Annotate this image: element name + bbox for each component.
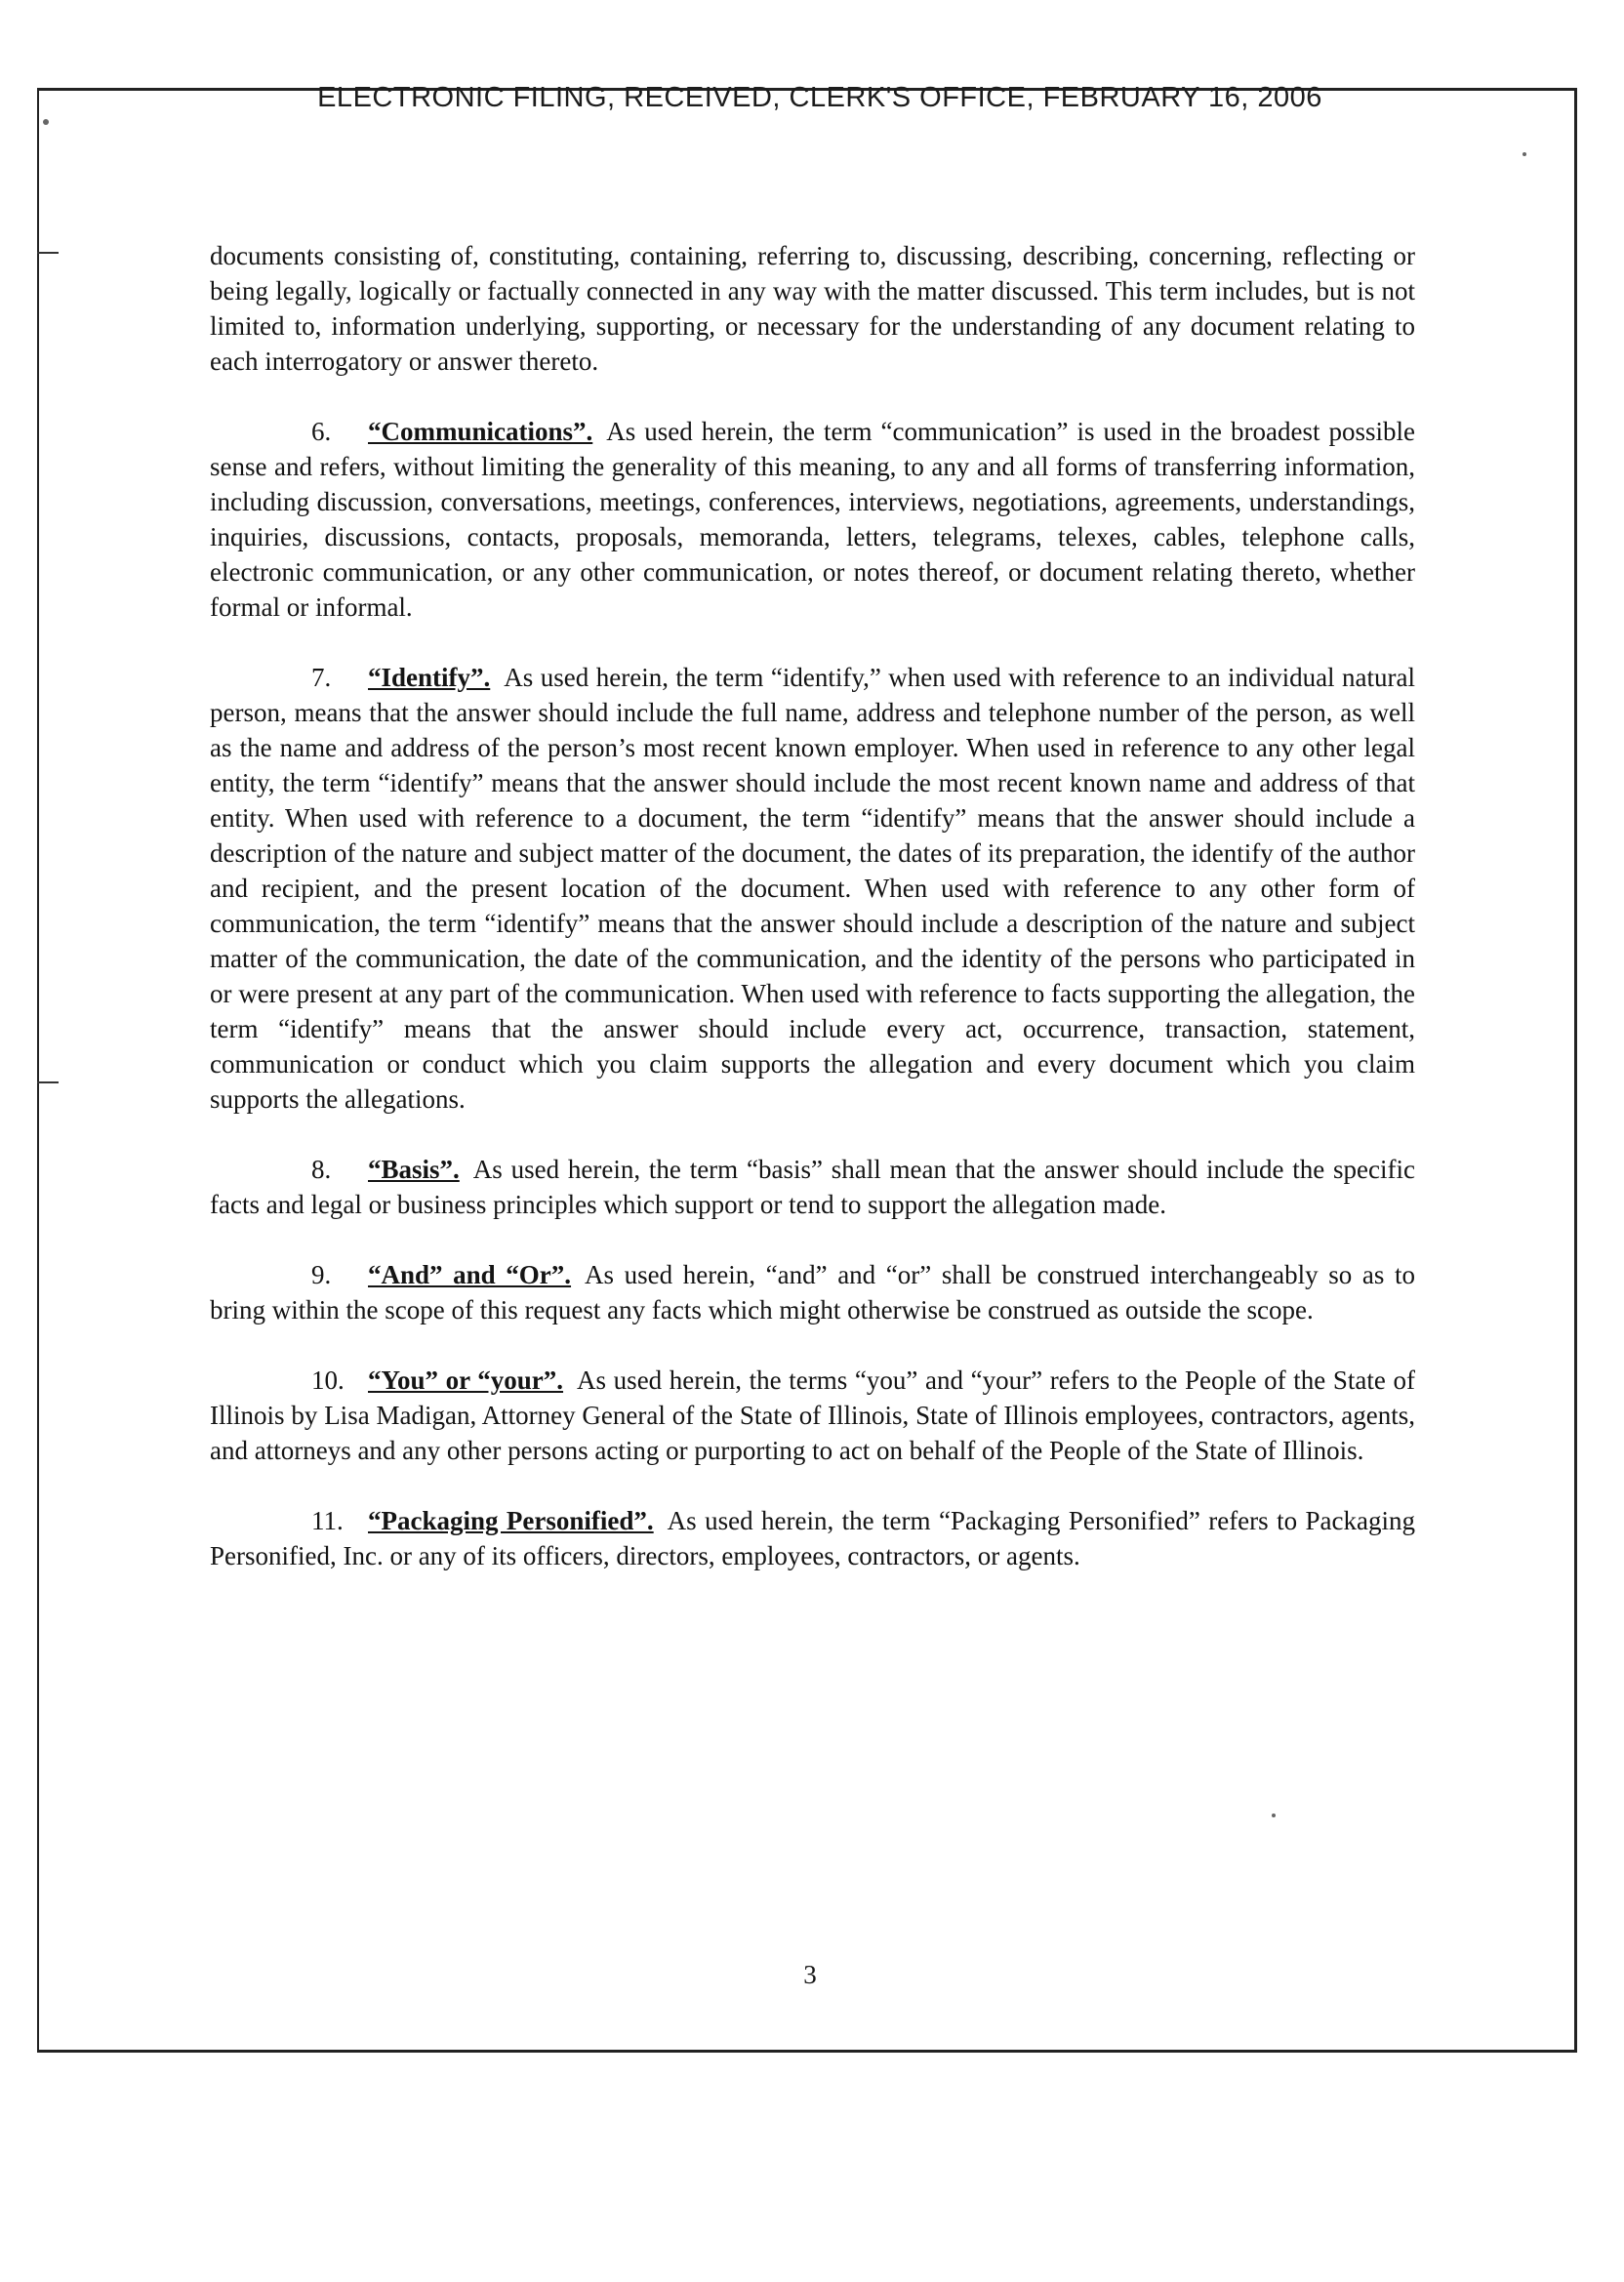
definition-identify: [210, 660, 1415, 1117]
scan-speck: [43, 119, 49, 125]
definition-term: “You” or “your”.: [368, 1365, 564, 1395]
definition-text: As used herein, the term “basis” shall mean that the answer should include the specific facts and legal or business principles which support or tend to support the allegation made.: [210, 1155, 1415, 1219]
definition-term: “Packaging Personified”.: [368, 1506, 654, 1535]
definition-term: “And” and “Or”.: [368, 1260, 572, 1289]
definition-number: 11.: [311, 1506, 344, 1535]
definition-you-your: [210, 1363, 1415, 1468]
continuation-paragraph: documents consisting of, constituting, containing, referring to, discussing, describing, concerning, reflecting or being legally, logically or factually connected in any way with the matter discussed. This term includes, but is not limited to, information underlying, supporting, or necessary for the understanding of any document relating to each interrogatory or answer thereto.: [210, 241, 1415, 376]
definition-text: As used herein, the term “Packaging Personified” refers to Packaging Personified, Inc. or any of its officers, directors, employees, contractors, or agents.: [210, 1506, 1415, 1570]
definition-text: As used herein, “and” and “or” shall be construed interchangeably so as to bring within the scope of this request any facts which might otherwise be construed as outside the scope.: [210, 1260, 1415, 1324]
binding-mark: [37, 252, 59, 277]
definition-text: As used herein, the term “communication” is used in the broadest possible sense and refers, without limiting the generality of this meaning, to any and all forms of transferring information, including discussion, conversations, meetings, conferences, interviews, negotiations, agreements, understandings, inquiries, discussions, contacts, proposals, memoranda, letters, telegrams, telexes, cables, telephone calls, electronic communication, or any other communication, or notes thereof, or document relating thereto, whether formal or informal.: [210, 417, 1415, 622]
scan-speck: [1522, 152, 1526, 156]
page-border-right: [1574, 88, 1577, 2052]
page-border-left: [37, 88, 39, 2052]
definition-number: 6.: [311, 417, 332, 446]
definition-number: 9.: [311, 1260, 332, 1289]
page-border-bottom: [37, 2050, 1577, 2053]
definition-number: 8.: [311, 1155, 332, 1184]
definition-text: As used herein, the term “identify,” when used with reference to an individual natural person, means that the answer should include the full name, address and telephone number of the person, as well as the name and address of the person’s most recent known employer. When used in reference to any other legal entity, the term “identify” means that the answer should include the most recent known name and address of that entity. When used with reference to a document, the term “identify” means that the answer should include a description of the nature and subject matter of the document, the dates of its preparation, the identify of the author and recipient, and the present location of the document. When used with reference to any other form of communication, the term “identify” means that the answer should include a description of the nature and subject matter of the communication, the date of the communication, and the identity of the persons who participated in or were present at any part of the communication. When used with reference to facts supporting the allegation, the term “identify” means that the answer should include every act, occurrence, transaction, statement, communication or conduct which you claim supports the allegation and every document which you claim supports the allegations.: [210, 663, 1415, 1114]
definition-text: As used herein, the terms “you” and “your” refers to the People of the State of Illinois by Lisa Madigan, Attorney General of the State of Illinois, State of Illinois employees, contractors, agents, and attorneys and any other persons acting or purporting to act on behalf of the People of the State of Illinois.: [210, 1365, 1415, 1465]
definition-basis: [210, 1152, 1415, 1222]
definition-number: 10.: [311, 1365, 345, 1395]
definition-term: “Communications”.: [368, 417, 593, 446]
definition-number: 7.: [311, 663, 332, 692]
definition-packaging-personified: [210, 1503, 1415, 1573]
scan-speck: [1272, 1813, 1276, 1817]
definition-and-or: [210, 1257, 1415, 1327]
document-body: [210, 238, 1415, 1609]
definition-term: “Basis”.: [368, 1155, 460, 1184]
binding-mark: [37, 1081, 59, 1107]
definition-communications: [210, 414, 1415, 625]
page-number: 3: [803, 1960, 817, 1989]
filing-stamp-header: ELECTRONIC FILING, RECEIVED, CLERK'S OFFICE, FEBRUARY 16, 2006: [317, 82, 1322, 113]
definition-term: “Identify”.: [368, 663, 491, 692]
